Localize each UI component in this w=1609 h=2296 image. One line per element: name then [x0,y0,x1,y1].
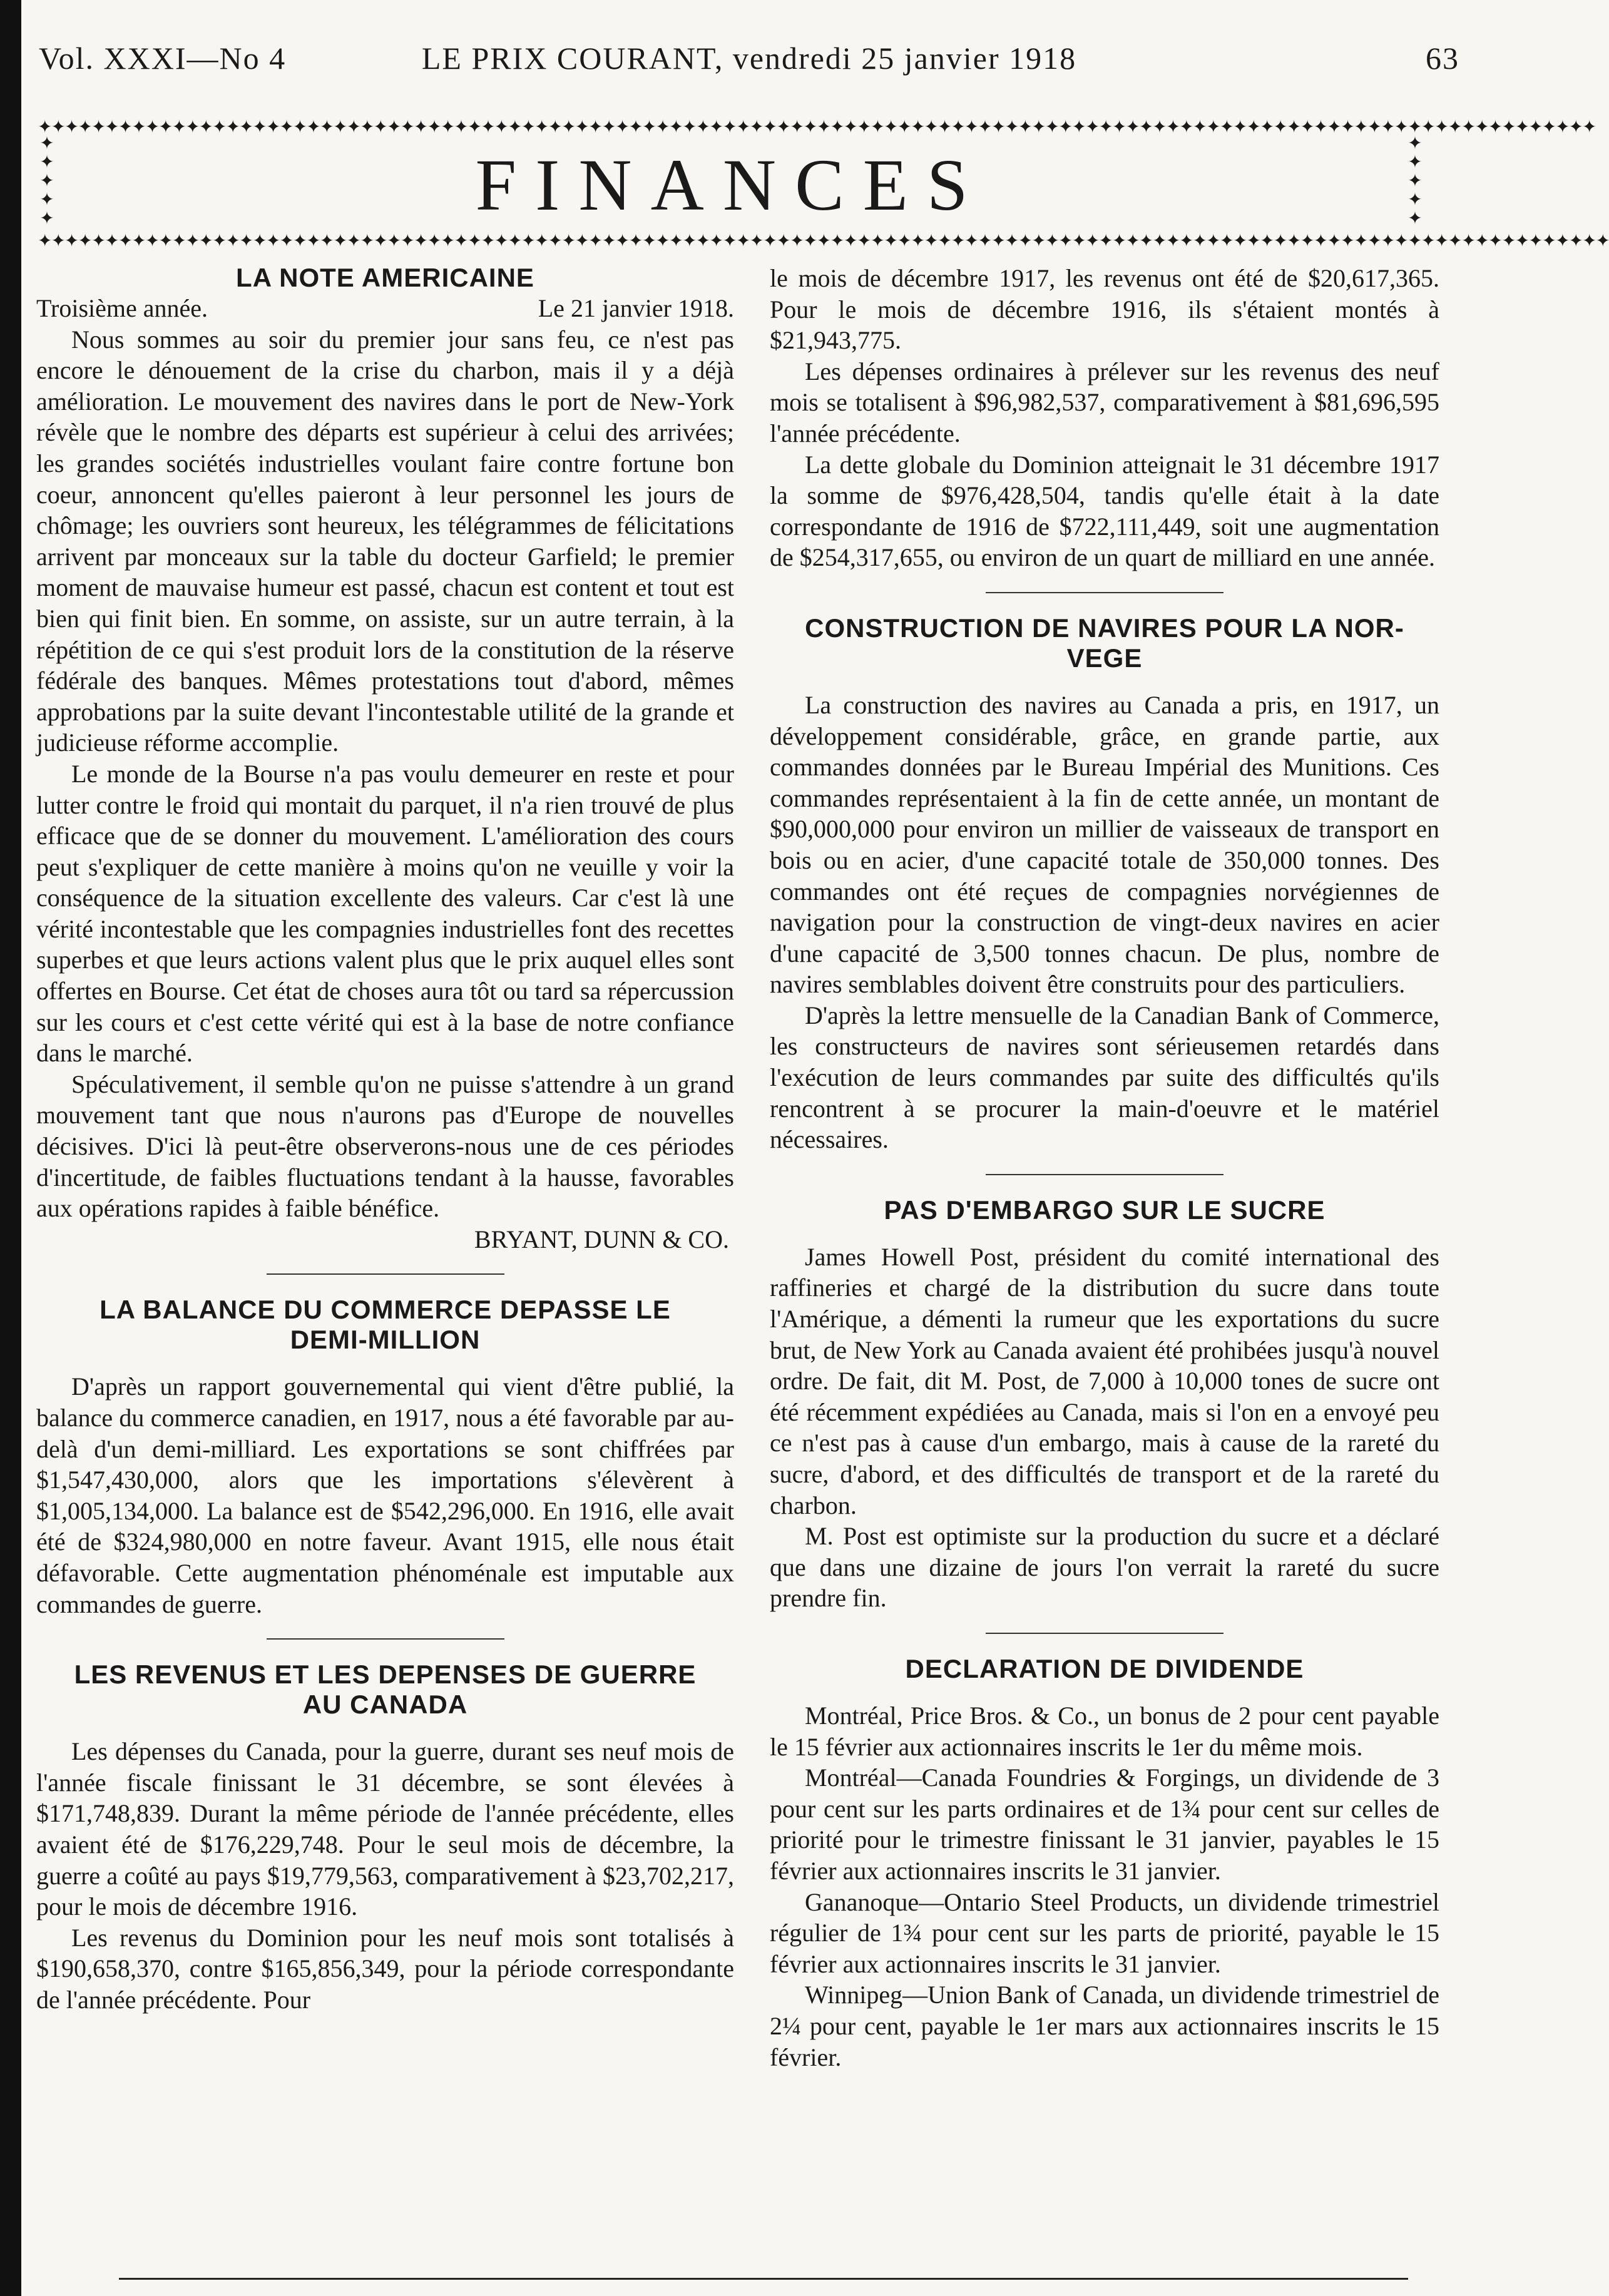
dateline-year: Troisième année. [36,294,208,322]
paragraph: Gananoque—Ontario Steel Products, un dividende trimestriel régulier de 1¾ pour cent sur les parts de priorité, payable le 15 février aux actionnaires inscrits le 31 janvier. [770,1887,1439,1978]
paragraph: Spéculativement, il semble qu'on ne puisse s'attendre à un grand mouvement tant que nous n'aurons pas d'Europe de nouvelles décisives. D'ici là peut-être observerons-nous une de ces périodes d'incertitude, de faibles fluctuations tendant à la hausse, favorables aux opérations rapides à faible bénéfice. [36,1069,734,1223]
section-title: FINANCES [475,144,987,226]
paragraph: Les revenus du Dominion pour les neuf mois sont totalisés à $190,658,370, contre $165,856,349, pour la période correspondante de l'année précédente. Pour [36,1923,734,2014]
left-column [36,263,734,2253]
paragraph: Nous sommes au soir du premier jour sans feu, ce n'est pas encore le dénouement de la crise du charbon, mais il y a déjà amélioration. Le mouvement des navires dans le port de New-York révèle que le nombre des départs est supérieur à celui des arrivées; les grandes sociétés industrielles voulant faire contre fortune bon coeur, annoncent qu'elles paieront à leur personnel les jours de chômage; les ouvriers sont heureux, les télégrammes de félicitations arrivent par monceaux sur la table du docteur Garfield; le premier moment de mauvaise humeur est passé, chacun est content et tout est bien qui finit bien. En somme, on assiste, sur un autre terrain, à la répétition de ce qui s'est produit lors de la constitution de la réserve fédérale des banques. Mêmes protestations tout d'abord, mêmes approbations par la suite devant l'incontestable utilité de la grande et judicieuse réforme accomplie. [36,325,734,757]
signature: BRYANT, DUNN & CO. [474,1225,729,1253]
paragraph: Montréal—Canada Foundries & Forgings, un dividende de 3 pour cent sur les parts ordinaires et de 1¾ pour cent sur celles de priorité pour le trimestre finissant le 31 janvier, payables le 15 février aux actionnaires inscrits le 31 janvier. [770,1763,1439,1885]
paragraph: Les dépenses du Canada, pour la guerre, durant ses neuf mois de l'année fiscale finissant le 31 décembre, se sont élevées à $171,748,839. Durant la même période de l'année précédente, elles avaient été de $176,229,748. Pour le seul mois de décembre, la guerre a coûté au pays $19,779,563, comparativement à $23,702,217, pour le mois de décembre 1916. [36,1737,734,1921]
paragraph: D'après la lettre mensuelle de la Canadian Bank of Commerce, les constructeurs de navires sont sérieusemen retardés dans l'exécution de leurs commandes par suite des difficultés qu'ils rencontrent à se procurer la main-d'oeuvre et le matériel nécessaires. [770,1001,1439,1154]
paragraph: Le monde de la Bourse n'a pas voulu demeurer en reste et pour lutter contre le froid qui montait du parquet, il n'a rien trouvé de plus efficace que de se donner du mouvement. L'amélioration des cours peut s'expliquer de cette manière à moins qu'on ne veuille y voir la conséquence de la situation excellente des valeurs. Car c'est là une vérité incontestable que les compagnies industrielles font des recettes superbes et que leurs actions valent plus que le prix auquel elles sont offertes en Bourse. Cet état de choses aura tôt ou tard sa répercussion sur les cours et c'est cette vérité qui est à la base de notre confiance dans le marché. [36,759,734,1068]
star-ornament-icon: ✦✦✦✦✦✦✦✦✦✦✦✦✦✦✦✦✦✦✦✦✦✦✦✦✦✦✦✦✦✦✦✦✦✦✦✦✦✦✦✦✦✦✦✦✦✦✦✦✦✦✦✦✦✦✦✦✦✦✦✦✦✦✦✦✦✦✦✦✦✦✦✦✦✦✦✦✦✦✦✦✦✦✦✦✦✦✦✦✦✦✦✦✦✦✦✦✦✦✦✦✦✦✦✦✦✦✦✦✦✦✦✦✦✦✦✦ [38,116,1596,137]
page-number: 63 [1426,41,1459,76]
article-headline: PAS D'EMBARGO SUR LE SUCRE [884,1195,1326,1225]
dateline-date: Le 21 janvier 1918. [538,294,734,322]
headline-line: DEMI-MILLION [290,1325,481,1355]
paragraph: le mois de décembre 1917, les revenus ont été de $20,617,365. Pour le mois de décembre 1916, ils s'étaient montés à $21,943,775. [770,264,1439,355]
article-note-americaine [36,263,734,1255]
headline-line: LES REVENUS ET LES DEPENSES DE GUERRE [74,1660,697,1690]
publication-date-line: LE PRIX COURANT, vendredi 25 janvier 1918 [421,41,1077,76]
paragraph: La construction des navires au Canada a pris, en 1917, un développement considérable, grâce, en grande partie, aux commandes données par le Bureau Impérial des Munitions. Ces commandes représentaient à la fin de cette année, un montant de $90,000,000 pour environ un millier de vaisseaux de transport en bois ou en acier, d'une capacité totale de 350,000 tonnes. Des commandes ont été reçues de compagnies norvégiennes de navigation pour la construction de vingt-deux navires en acier d'une capacité de 3,500 tonnes chacun. De plus, nombre de navires semblables doivent être construits pour des particuliers. [770,690,1439,999]
page-bottom-rule [119,2278,1408,2280]
article-headline [36,1295,734,1355]
paragraph: Les dépenses ordinaires à prélever sur les revenus des neuf mois se totalisent à $96,982,537, comparativement à $81,696,595 l'année précédente. [770,357,1439,447]
article-revenus-depenses [36,1660,734,2015]
article-headline [770,613,1439,673]
paragraph: Winnipeg—Union Bank of Canada, un dividende trimestriel de 2¼ pour cent, payable le 1er mars aux actionnaires inscrits le 15 février. [770,1981,1439,2071]
paragraph: D'après un rapport gouvernemental qui vient d'être publié, la balance du commerce canadien, en 1917, nous a été favorable par au-delà d'un demi-milliard. Les exportations se sont chiffrées par $1,547,430,000, alors que les importations s'élevèrent à $1,005,134,000. La balance est de $542,296,000. En 1916, elle avait été de $324,980,000 en notre faveur. Avant 1915, elle nous était défavorable. Cette augmentation phénoménale est imputable aux commandes de guerre. [36,1372,734,1618]
star-ornament-icon: ✦ ✦ ✦ ✦ ✦ [1407,133,1423,228]
article-divider [267,1273,504,1275]
article-dividende [770,1654,1439,2073]
article-construction-navires [770,613,1439,1155]
article-embargo-sucre [770,1195,1439,1614]
star-ornament-icon: ✦ ✦ ✦ ✦ ✦ [39,133,54,228]
running-head [39,40,1459,84]
article-divider [986,1174,1223,1175]
article-headline: DECLARATION DE DIVIDENDE [905,1653,1304,1683]
article-divider [986,592,1223,593]
paragraph: M. Post est optimiste sur la production du sucre et a déclaré que dans une dizaine de jours l'on verrait la rareté du sucre prendre fin. [770,1522,1439,1613]
article-divider [986,1633,1223,1634]
volume-number: Vol. XXXI—No 4 [39,41,287,76]
headline-line: AU CANADA [302,1690,468,1720]
star-ornament-icon: ✦✦✦✦✦✦✦✦✦✦✦✦✦✦✦✦✦✦✦✦✦✦✦✦✦✦✦✦✦✦✦✦✦✦✦✦✦✦✦✦✦✦✦✦✦✦✦✦✦✦✦✦✦✦✦✦✦✦✦✦✦✦✦✦✦✦✦✦✦✦✦✦✦✦✦✦✦✦✦✦✦✦✦✦✦✦✦✦✦✦✦✦✦✦✦✦✦✦✦✦✦✦✦✦✦✦✦✦✦✦✦✦✦✦✦✦✦ [38,230,1609,251]
right-column [770,263,1439,2253]
article-revenus-depenses-continued [770,263,1439,573]
article-headline [36,1660,734,1720]
headline-line: CONSTRUCTION DE NAVIRES POUR LA NOR- [805,613,1404,643]
paragraph: La dette globale du Dominion atteignait le 31 décembre 1917 la somme de $976,428,504, tandis qu'elle était à la date correspondante de 1916 de $722,111,449, soit une augmentation de $254,317,655, ou environ de un quart de milliard en une année. [770,450,1439,572]
paragraph: James Howell Post, président du comité international des raffineries et chargé de la distribution du sucre dans toute l'Amérique, a démenti la rumeur que les exportations du sucre brut, de New York au Canada avaient été prohibées jusqu'à nouvel ordre. De fait, dit M. Post, de 7,000 à 10,000 tones de sucre ont été récemment expédiées au Canada, mais si l'on en a envoyé peu ce n'est pas à cause d'un embargo, mais à cause de la rareté du sucre, d'abord, et des difficultés de transport et de la rareté du charbon. [770,1242,1439,1519]
article-divider [267,1638,504,1640]
article-headline: LA NOTE AMERICAINE [236,263,534,292]
dateline [36,293,734,324]
headline-line: LA BALANCE DU COMMERCE DEPASSE LE [100,1295,671,1325]
article-balance-commerce [36,1295,734,1620]
paragraph: Montréal, Price Bros. & Co., un bonus de 2 pour cent payable le 15 février aux actionnaires inscrits le 1er du même mois. [770,1701,1439,1761]
page-binding-edge [0,0,21,2296]
headline-line: VEGE [1066,643,1143,673]
section-banner [38,116,1609,251]
